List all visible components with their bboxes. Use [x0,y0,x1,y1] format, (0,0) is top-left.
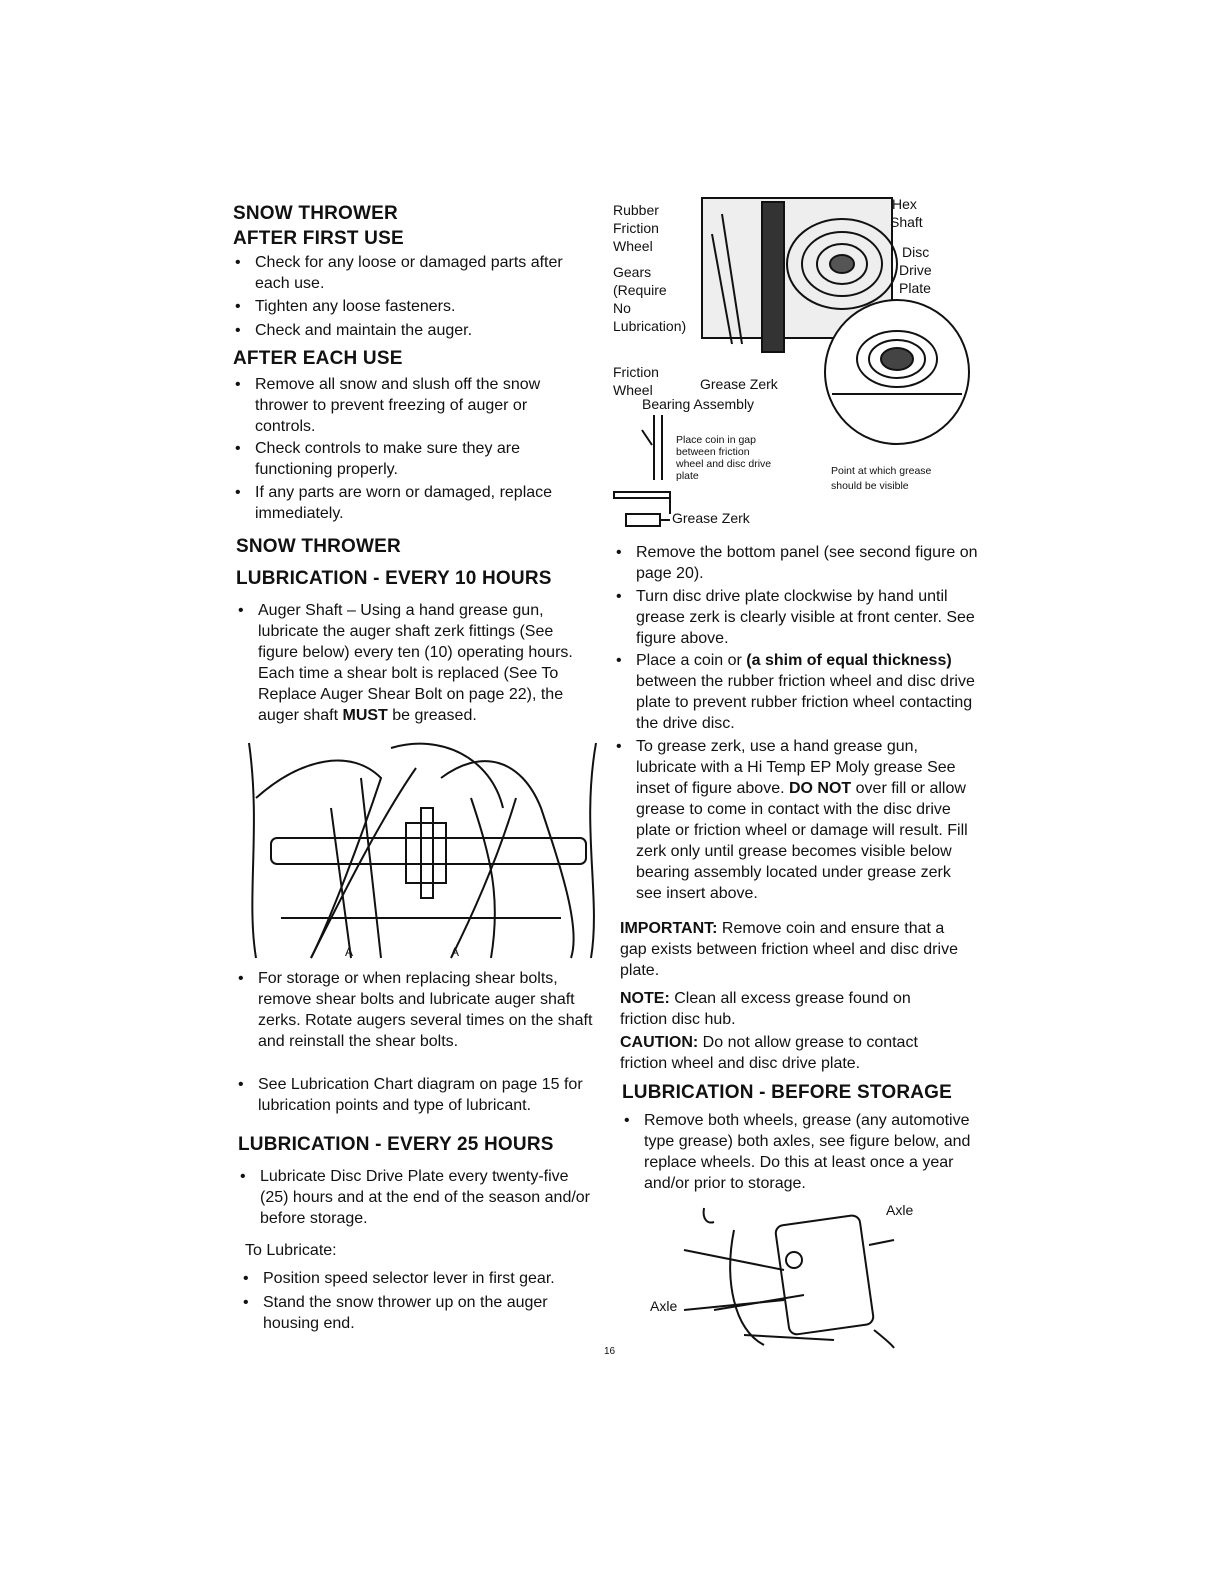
list-item: • Remove all snow and slush off the snow thrower to prevent freezing of auger or controls. [233,374,585,437]
list-item: • Remove the bottom panel (see second figure on page 20). [614,542,981,584]
diagram-label: Gears [613,264,652,280]
auger-label-a: A [451,945,460,959]
diagram-label: Grease Zerk [672,510,750,526]
list-item: • Position speed selector lever in first gear. [241,1268,608,1289]
important-note: IMPORTANT: Remove coin and ensure that a gap exists between friction wheel and disc drive plate. [620,920,958,979]
list-item-auger-shaft: • Auger Shaft – Using a hand grease gun, lubricate the auger shaft zerk fittings (See figure below) every ten (10) operating hours. Each time a shear bolt is replaced (See To Replace Auger Shear Bolt on page 22), the auger shaft MUST be greased. [236,600,596,726]
heading-after-first-use: AFTER FIRST USE [233,228,404,249]
diagram-label: Friction [613,364,659,380]
diagram-label: Bearing Assembly [642,396,755,412]
diagram-label: should be visible [831,480,909,492]
heading-snow-thrower: SNOW THROWER [233,203,398,224]
diagram-label: Grease Zerk [700,376,778,392]
note: NOTE: Clean all excess grease found on friction disc hub. [620,990,911,1028]
list-item: • If any parts are worn or damaged, replace immediately. [233,482,595,524]
diagram-label: Friction [613,220,659,236]
list-item: • Stand the snow thrower up on the auger housing end. [241,1292,598,1334]
auger-figure [241,738,603,963]
list-item: • See Lubrication Chart diagram on page 15 for lubrication points and type of lubricant. [236,1074,596,1116]
axle-label: Axle [886,1202,914,1218]
list-item: • For storage or when replacing shear bolts, remove shear bolts and lubricate auger shaft zerks. Rotate augers several times on the shaft and reinstall the shear bolts. [236,968,596,1052]
diagram-label: wheel and disc drive [676,458,772,470]
heading-lubrication-25: LUBRICATION - EVERY 25 HOURS [238,1134,554,1155]
heading-snow-thrower-2: SNOW THROWER [236,536,401,557]
list-item-grease: • To grease zerk, use a hand grease gun, lubricate with a Hi Temp EP Moly grease See inset of figure above. DO NOT over fill or allow grease to come in contact with the disc drive plate or friction wheel or damage will result. Fill zerk only until grease becomes visible below bearing assembly located under grease zerk see insert above. [614,736,981,904]
axle-label: Axle [650,1298,678,1314]
list-item: • Turn disc drive plate clockwise by hand until grease zerk is clearly visible at front center. See figure above. [614,586,981,649]
diagram-label: Shaft [890,214,923,230]
diagram-label: Place coin in gap [676,434,756,446]
diagram-label: Hex [892,196,917,212]
diagram-label: Plate [899,280,931,296]
diagram-label: (Require [613,282,667,298]
diagram-label: plate [676,470,699,482]
to-lubricate-heading: To Lubricate: [245,1242,337,1259]
diagram-label: between friction [676,446,750,458]
heading-lubrication-storage: LUBRICATION - BEFORE STORAGE [622,1082,953,1103]
diagram-label: Drive [899,262,932,278]
list-item: • Check and maintain the auger. [233,320,585,341]
caution-note: CAUTION: Do not allow grease to contact friction wheel and disc drive plate. [620,1034,918,1072]
diagram-label: Rubber [613,202,659,218]
list-item-coin: • Place a coin or (a shim of equal thickness) between the rubber friction wheel and disc drive plate to prevent rubber friction wheel contacting the drive disc. [614,650,981,734]
list-item: • Check controls to make sure they are functioning properly. [233,438,585,480]
page-number: 16 [604,1346,616,1357]
auger-label-a: A [345,945,354,959]
diagram-label: Wheel [613,238,653,254]
list-item: • Check for any loose or damaged parts after each use. [233,252,585,294]
heading-after-each-use: AFTER EACH USE [233,348,403,369]
list-item: • Remove both wheels, grease (any automotive type grease) both axles, see figure below, and replace wheels. Do this at least once a year and/or prior to storage. [622,1110,984,1194]
diagram-label: Wheel [613,382,653,398]
axle-figure [674,1200,894,1348]
diagram-label: Point at which grease [831,465,932,477]
diagram-label: Lubrication) [613,318,687,334]
diagram-label: No [613,300,631,316]
diagram-label: Disc [902,244,930,260]
heading-lubrication-10: LUBRICATION - EVERY 10 HOURS [236,568,552,589]
list-item: • Tighten any loose fasteners. [233,296,585,317]
coin-inset [612,410,832,528]
list-item: • Lubricate Disc Drive Plate every twenty-five (25) hours and at the end of the season and/or before storage. [238,1166,595,1229]
